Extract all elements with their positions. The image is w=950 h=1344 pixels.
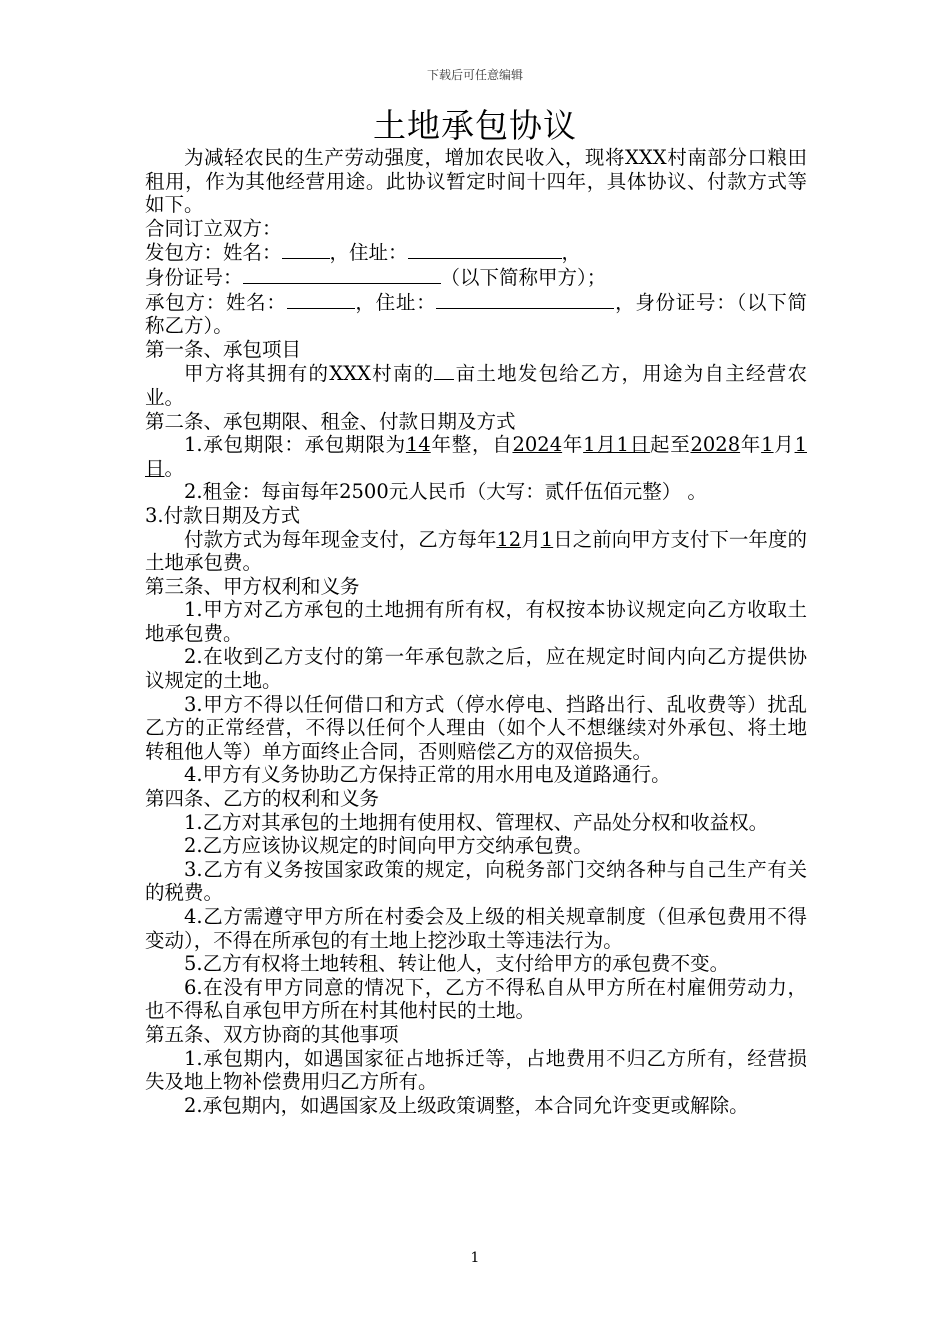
article-3-heading: 第三条、甲方权利和义务 — [145, 574, 360, 598]
article-4-item: 1.乙方对其承包的土地拥有使用权、管理权、产品处分权和收益权。 — [184, 810, 769, 834]
article-1-text: 甲方将其拥有的XXX村南的 亩土地发包给乙方，用途为自主经营农业。 — [145, 362, 807, 409]
article-4-item: 4.乙方需遵守甲方所在村委会及上级的相关规章制度（但承包费用不得变动），不得在所承包的有土地上挖沙取土等违法行为。 — [145, 905, 807, 952]
article-1-heading: 第一条、承包项目 — [145, 337, 302, 361]
page-number: 1 — [470, 1250, 480, 1266]
article-2-heading: 第二条、承包期限、租金、付款日期及方式 — [145, 409, 516, 433]
article-5-item: 2.承包期内，如遇国家及上级政策调整，本合同允许变更或解除。 — [184, 1093, 749, 1117]
party-a-address-blank[interactable] — [408, 240, 562, 259]
document-body — [145, 146, 807, 1117]
article-4-item: 3.乙方有义务按国家政策的规定，向税务部门交纳各种与自己生产有关的税费。 — [145, 857, 807, 905]
acreage-blank[interactable] — [434, 361, 454, 380]
article-4-heading: 第四条、乙方的权利和义务 — [145, 787, 380, 811]
article-5-item: 1.承包期内，如遇国家征占地拆迁等，占地费用不归乙方所有，经营损失及地上物补偿费用归乙方所有。 — [145, 1046, 807, 1094]
article-2-payment: 付款方式为每年现金支付，乙方每年12月1日之前向甲方支付下一年度的土地承包费。 — [145, 527, 807, 575]
party-b-name-blank[interactable] — [287, 290, 355, 309]
header-note: 下载后可任意编辑 — [426, 68, 523, 82]
article-2-payment-heading: 3.付款日期及方式 — [145, 503, 301, 527]
article-2-rent: 2.租金：每亩每年2500元人民币（大写：贰仟伍佰元整） 。 — [184, 480, 707, 504]
article-3-item: 4.甲方有义务协助乙方保持正常的用水用电及道路通行。 — [184, 763, 671, 787]
article-2-term: 1.承包期限：承包期限为14年整，自2024年1月1日起至2028年1月1日。 — [145, 433, 807, 480]
party-a-id-blank[interactable] — [243, 265, 441, 284]
party-a-id-line: 身份证号： （以下简称甲方）； — [145, 265, 607, 289]
parties-heading: 合同订立双方： — [145, 216, 282, 240]
intro-paragraph: 为减轻农民的生产劳动强度，增加农民收入，现将XXX村南部分口粮田租用，作为其他经营用途。此协议暂定时间十四年，具体协议、付款方式等如下。 — [145, 146, 807, 217]
article-4-item: 5.乙方有权将土地转租、转让他人，支付给甲方的承包费不变。 — [184, 952, 730, 976]
party-a-name-blank[interactable] — [282, 240, 330, 259]
document-title: 土地承包协议 — [373, 106, 577, 145]
article-3-item: 1.甲方对乙方承包的土地拥有所有权，有权按本协议规定向乙方收取土地承包费。 — [145, 598, 807, 645]
article-4-item: 2.乙方应该协议规定的时间向甲方交纳承包费。 — [184, 834, 593, 858]
article-4-item: 6.在没有甲方同意的情况下，乙方不得私自从甲方所在村雇佣劳动力，也不得私自承包甲方所在村其他村民的土地。 — [145, 975, 807, 1023]
article-3-item: 3.甲方不得以任何借口和方式（停水停电、挡路出行、乱收费等）扰乱乙方的正常经营，不得以任何个人理由（如个人不想继续对外承包、将土地转租他人等）单方面终止合同，否则赔偿乙方的双倍损失。 — [145, 692, 807, 763]
article-5-heading: 第五条、双方协商的其他事项 — [145, 1022, 399, 1046]
party-a-line: 发包方：姓名： ，住址： ， — [145, 241, 582, 265]
article-3-item: 2.在收到乙方支付的第一年承包款之后，应在规定时间内向乙方提供协议规定的土地。 — [145, 645, 807, 693]
party-b-address-blank[interactable] — [436, 290, 614, 309]
party-b-line: 承包方：姓名： ，住址： ，身份证号：（以下简称乙方）。 — [145, 290, 807, 338]
